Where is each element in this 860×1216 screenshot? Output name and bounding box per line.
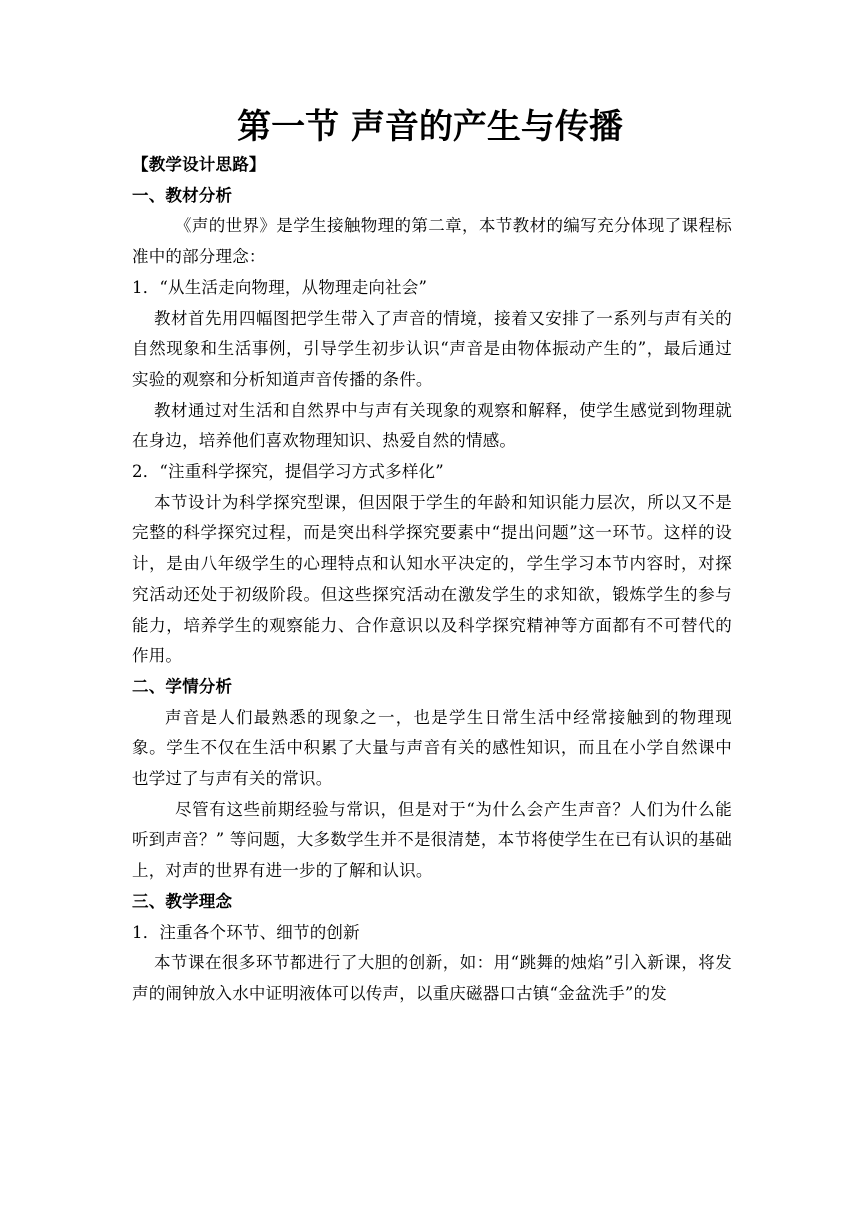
section-heading-student-analysis: 二、学情分析 bbox=[132, 676, 233, 696]
page-title: 第一节 声音的产生与传播 bbox=[237, 107, 623, 147]
section-heading-textbook-analysis: 一、教材分析 bbox=[132, 185, 233, 205]
subheading: 1．注重各个环节、细节的创新 bbox=[132, 922, 360, 942]
section-heading-teaching-philosophy: 三、教学理念 bbox=[132, 891, 233, 911]
paragraph: 本节设计为科学探究型课，但因限于学生的年龄和知识能力层次，所以又不是完整的科学探究过程，而是突出科学探究要素中“提出问题”这一环节。这样的设计，是由八年级学生的心理特点和认知水平决定的，学生学习本节内容时，对探究活动还处于初级阶段。但这些探究活动在激发学生的求知欲，锻炼学生的参与能力，培养学生的观察能力、合作意识以及科学探究精神等方面都有不可替代的作用。 bbox=[132, 492, 732, 666]
paragraph: 尽管有这些前期经验与常识，但是对于“为什么会产生声音？人们为什么能听到声音？” 等问题，大多数学生并不是很清楚，本节将使学生在已有认识的基础上，对声的世界有进一步的了解和认识。 bbox=[132, 799, 732, 881]
paragraph: 教材通过对生活和自然界中与声有关现象的观察和解释，使学生感觉到物理就在身边，培养他们喜欢物理知识、热爱自然的情感。 bbox=[132, 400, 732, 451]
paragraph: 本节课在很多环节都进行了大胆的创新，如：用“跳舞的烛焰”引入新课，将发声的闹钟放入水中证明液体可以传声，以重庆磁器口古镇“金盆洗手”的发 bbox=[132, 953, 732, 1003]
paragraph: 《声的世界》是学生接触物理的第二章，本节教材的编写充分体现了课程标准中的部分理念： bbox=[132, 216, 732, 267]
subheading: 2．“注重科学探究，提倡学习方式多样化” bbox=[132, 462, 444, 482]
paragraph: 教材首先用四幅图把学生带入了声音的情境，接着又安排了一系列与声有关的自然现象和生活事例，引导学生初步认识“声音是由物体振动产生的”，最后通过实验的观察和分析知道声音传播的条件。 bbox=[132, 308, 732, 389]
design-heading: 【教学设计思路】 bbox=[132, 155, 266, 174]
subheading: 1．“从生活走向物理，从物理走向社会” bbox=[132, 277, 428, 297]
document-body bbox=[132, 150, 732, 1010]
paragraph: 声音是人们最熟悉的现象之一，也是学生日常生活中经常接触到的物理现象。学生不仅在生活中积累了大量与声音有关的感性知识，而且在小学自然课中也学过了与声有关的常识。 bbox=[132, 707, 732, 789]
